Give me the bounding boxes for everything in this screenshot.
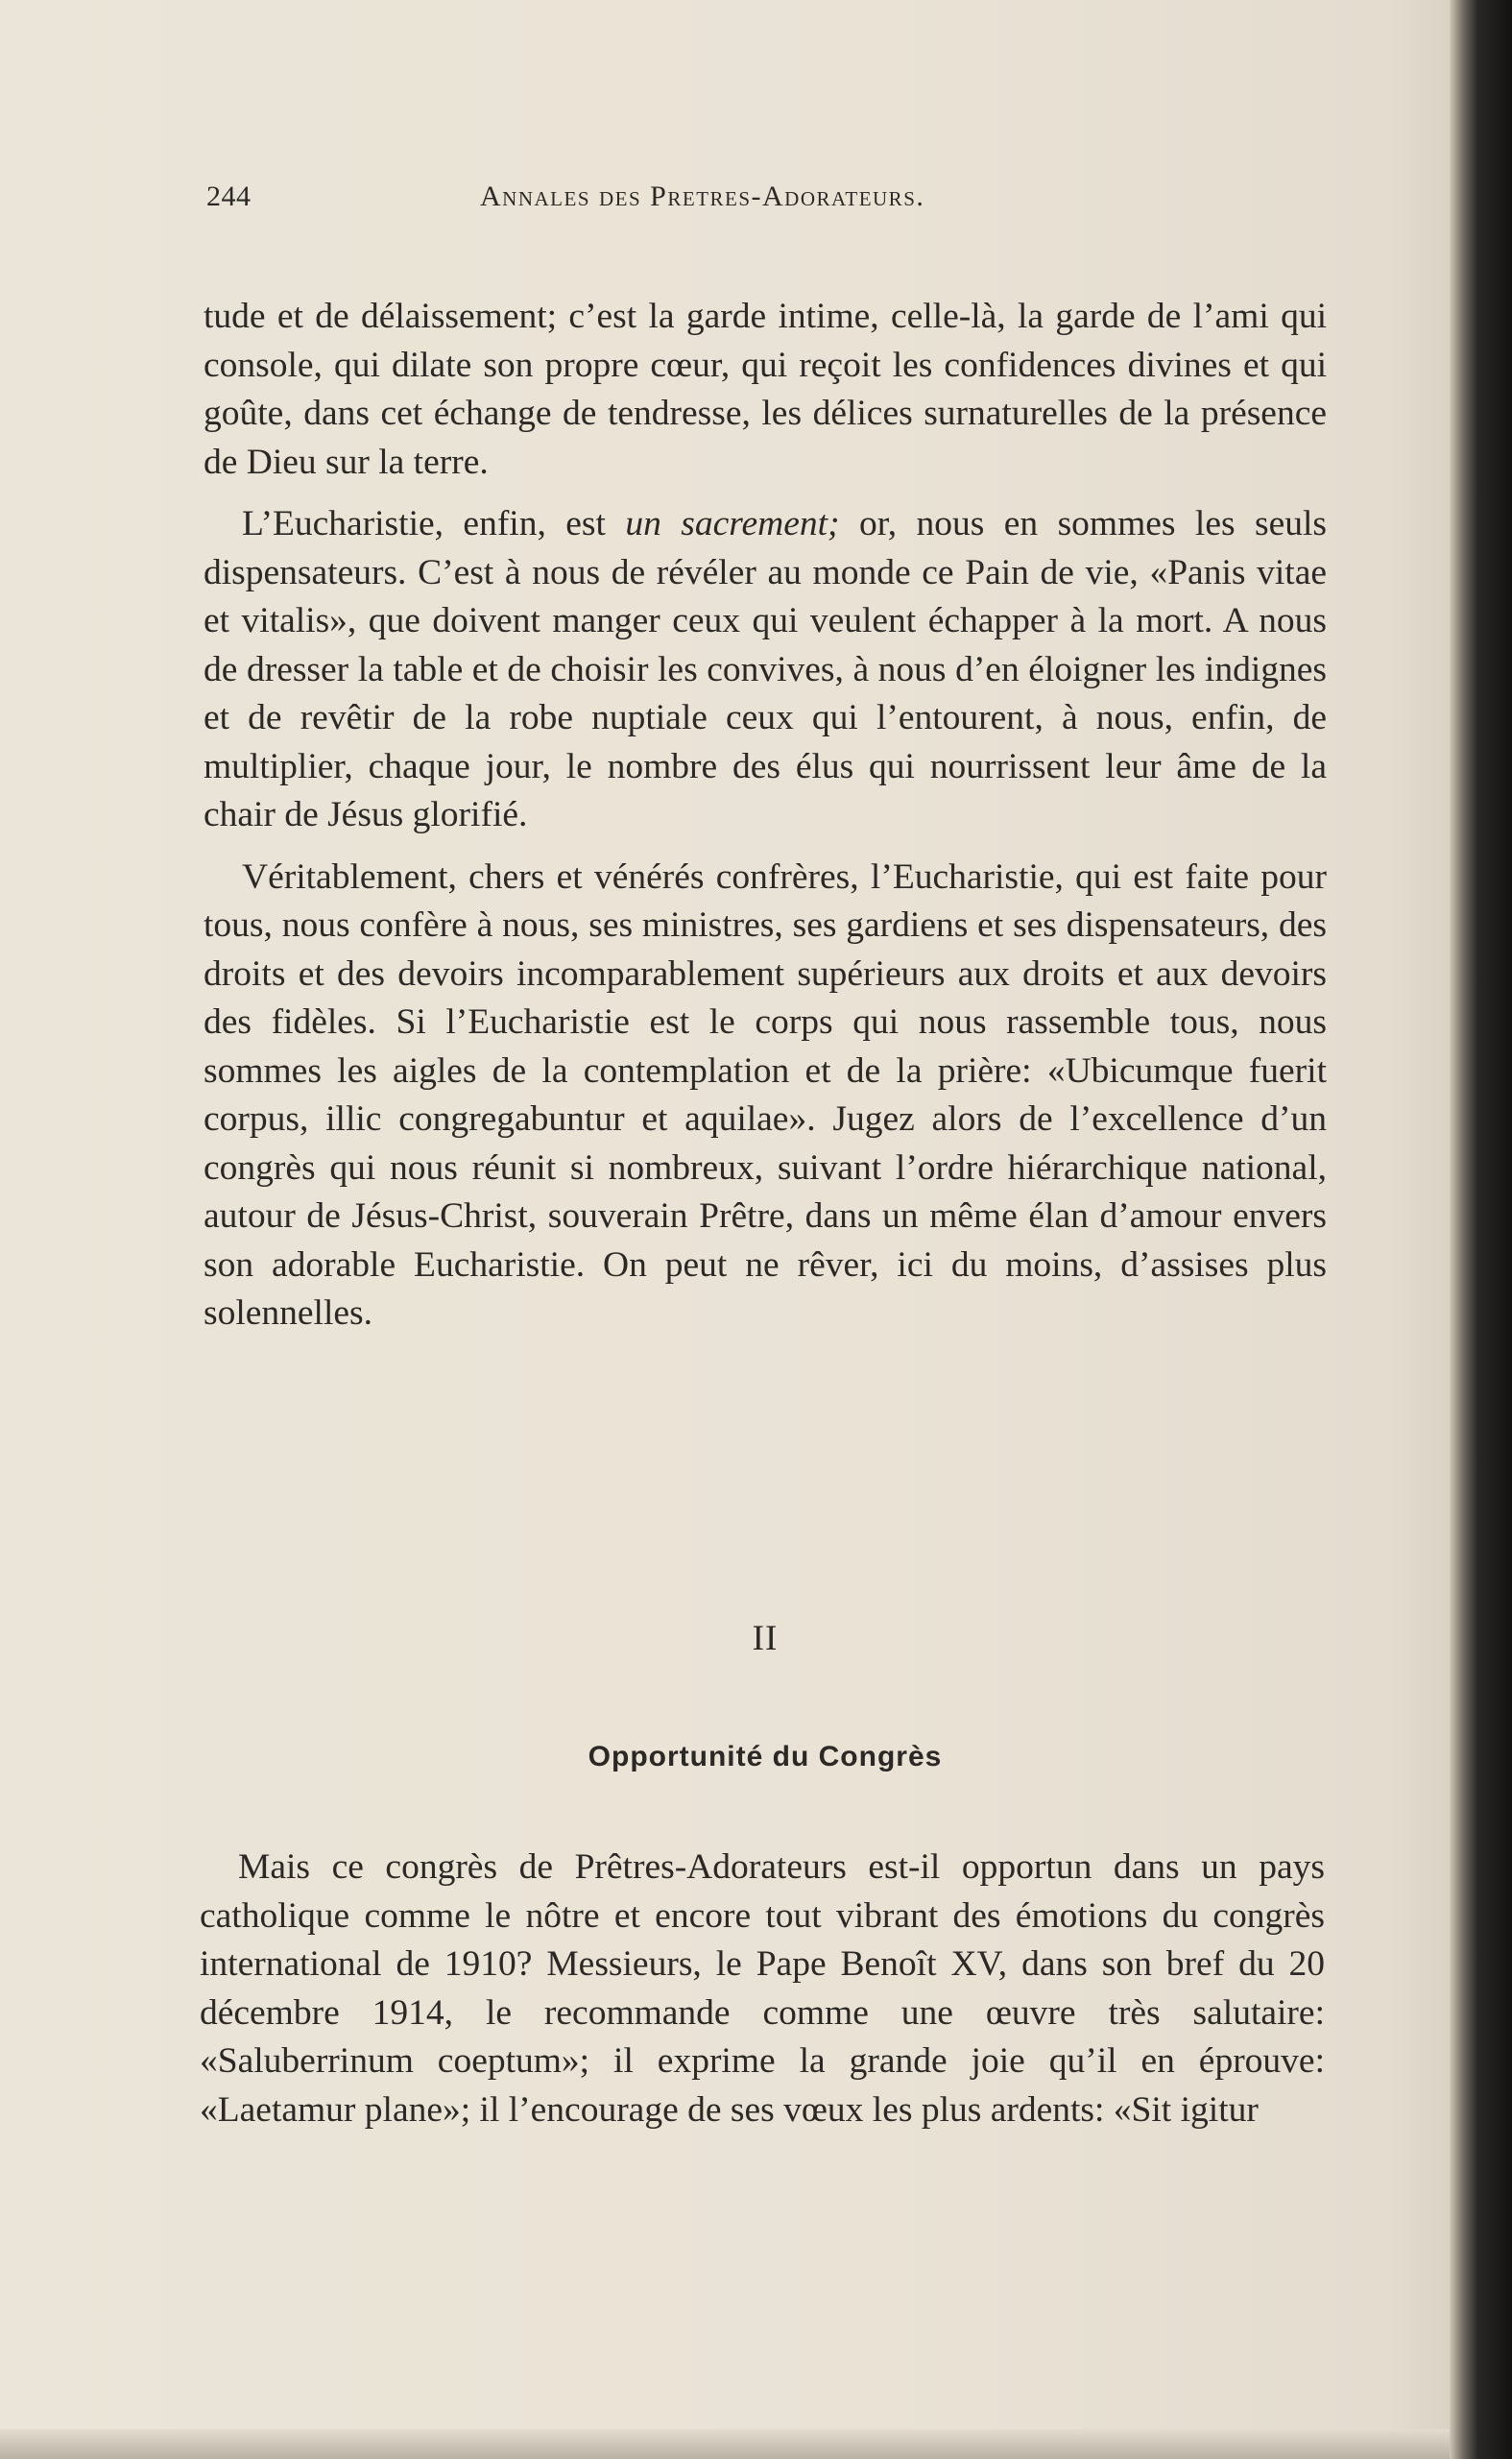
section-paragraph-1: Mais ce congrès de Prêtres-Adorateurs est-il opportun dans un pays catholique comme le nôtre et encore tout vibrant des émotions du congrès international de 1910? Messieurs, le Pape Benoît XV, dans son bref du 20 décembre 1914, le recommande comme une œuvre très salutaire: «Saluberrinum coeptum»; il exprime la grande joie qu’il en éprouve: «Laetamur plane»; il l’encourage de ses vœux les plus ardents: «Sit igitur (200, 1847, 1325, 2130)
paragraph-2 (204, 500, 1327, 840)
page-number: 244 (206, 181, 252, 212)
page-bottom-edge (0, 2429, 1464, 2459)
section-title: Opportunité du Congrès (588, 1741, 943, 1772)
paragraph-2-end: or, nous en sommes les seuls dispensateurs. C’est à nous de révéler au monde ce Pain de vie, «Panis vitae et vitalis», que doivent manger ceux qui veulent échapper à la mort. A nous de dresser la table et de choisir les convives, à nous d’en éloigner les indignes et de revêtir de la robe nuptiale ceux qui l’entourent, à nous, enfin, de multiplier, chaque jour, le nombre des élus qui nourrissent leur âme de la chair de Jésus glorifié. (204, 504, 1328, 834)
main-text (204, 293, 1327, 1338)
section-heading (204, 1618, 1327, 1772)
book-spine-shadow (1450, 0, 1512, 2459)
paragraph-1: tude et de délaissement; c’est la garde intime, celle-là, la garde de l’ami qui console, qui dilate son propre cœur, qui reçoit les confidences divines et qui goûte, dans cet échange de tendresse, les délices surnaturelles de la présence de Dieu sur la terre. (204, 297, 1327, 482)
paragraph-3: Véritablement, chers et vénérés confrères, l’Eucharistie, qui est faite pour tous, nous confère à nous, ses ministres, ses gardiens et ses dispensateurs, des droits et des devoirs incomparablement supérieurs aux droits et aux devoirs des fidèles. Si l’Eucharistie est le corps qui nous rassemble tous, nous sommes les aigles de la contemplation et de la prière: «Ubicumque fuerit corpus, illic congregabuntur et aquilae». Jugez alors de l’excellence d’un congrès qui nous réunit si nombreux, suivant l’ordre hiérarchique national, autour de Jésus-Christ, souverain Prêtre, dans un même élan d’amour envers son adorable Eucharistie. On peut ne rêver, ici du moins, d’assises plus solennelles. (204, 856, 1327, 1333)
paragraph-2-italic: un sacrement; (625, 504, 840, 543)
page-header (206, 181, 1330, 223)
section-text (200, 1844, 1325, 2134)
section-number: II (752, 1619, 779, 1658)
running-title: Annales des Pretres-Adorateurs. (480, 181, 925, 212)
paragraph-2-start: L’Eucharistie, enfin, est (242, 504, 626, 543)
